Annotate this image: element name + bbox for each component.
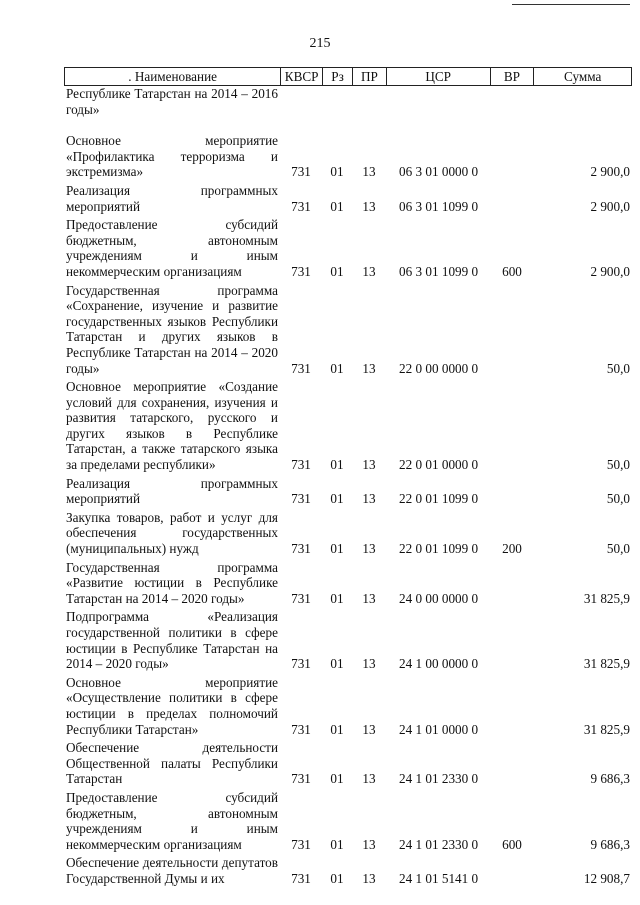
table-row (64, 855, 632, 889)
cell-vr: 600 (502, 836, 522, 852)
table-row (64, 379, 632, 476)
cell-rz: 01 (330, 457, 344, 473)
table-row (64, 476, 632, 510)
cell-vr: 600 (502, 263, 522, 279)
header-kvsr: КВСР (280, 68, 322, 85)
table-row (64, 790, 632, 855)
cell-sum: 31 825,9 (583, 590, 630, 606)
cell-sum: 2 900,0 (590, 263, 630, 279)
cell-csr: 24 1 01 2330 0 (399, 771, 479, 787)
table-row (64, 740, 632, 790)
table-row (64, 283, 632, 380)
cell-sum: 50,0 (606, 541, 630, 557)
cell-csr: 24 0 00 0000 0 (399, 590, 479, 606)
cell-csr: 24 1 00 0000 0 (399, 656, 479, 672)
cell-kvsr: 731 (291, 457, 311, 473)
cell-csr: 06 3 01 0000 0 (399, 164, 479, 180)
cell-pr: 13 (362, 164, 376, 180)
cell-pr: 13 (362, 870, 376, 886)
cell-pr: 13 (362, 360, 376, 376)
header-csr: ЦСР (386, 68, 490, 85)
table-row (64, 183, 632, 217)
cell-kvsr: 731 (291, 771, 311, 787)
table-row (64, 560, 632, 610)
cell-kvsr: 731 (291, 870, 311, 886)
cell-sum: 9 686,3 (590, 836, 630, 852)
cell-pr: 13 (362, 263, 376, 279)
table-row (64, 609, 632, 674)
cell-name: Обеспечение деятельности депутатов Государственной Думы и их (66, 855, 278, 886)
cell-sum: 2 900,0 (590, 164, 630, 180)
cell-kvsr: 731 (291, 263, 311, 279)
cell-sum: 31 825,9 (583, 656, 630, 672)
cell-csr: 22 0 00 0000 0 (399, 360, 479, 376)
cell-rz: 01 (330, 541, 344, 557)
cell-pr: 13 (362, 491, 376, 507)
cell-rz: 01 (330, 198, 344, 214)
cell-rz: 01 (330, 590, 344, 606)
cell-kvsr: 731 (291, 491, 311, 507)
cell-name: Закупка товаров, работ и услуг для обеспечения государственных (муниципальных) нужд (66, 509, 278, 557)
cell-kvsr: 731 (291, 360, 311, 376)
header-sum: Сумма (533, 68, 631, 85)
table-row (64, 86, 632, 133)
cell-name: Подпрограмма «Реализация государственной политики в сфере юстиции в Республике Татарстан на 2014 – 2020 годы» (66, 609, 278, 672)
cell-name: Предоставление субсидий бюджетным, автономным учреждениям и иным некоммерческим организациям (66, 789, 278, 852)
cell-pr: 13 (362, 836, 376, 852)
table-row (64, 217, 632, 282)
cell-kvsr: 731 (291, 198, 311, 214)
cell-pr: 13 (362, 590, 376, 606)
cell-kvsr: 731 (291, 721, 311, 737)
table-row (64, 510, 632, 560)
cell-kvsr: 731 (291, 590, 311, 606)
cell-csr: 06 3 01 1099 0 (399, 198, 479, 214)
cell-rz: 01 (330, 164, 344, 180)
table-header (64, 67, 632, 86)
cell-name: Предоставление субсидий бюджетным, автономным учреждениям и иным некоммерческим организациям (66, 217, 278, 279)
cell-name: Реализация программных мероприятий (66, 475, 278, 507)
cell-rz: 01 (330, 836, 344, 852)
cell-csr: 22 0 01 0000 0 (399, 457, 479, 473)
header-pr: ПР (352, 68, 386, 85)
cell-name: Обеспечение деятельности Общественной палаты Республики Татарстан (66, 740, 278, 787)
cell-csr: 24 1 01 2330 0 (399, 836, 479, 852)
cell-pr: 13 (362, 198, 376, 214)
cell-sum: 12 908,7 (583, 870, 630, 886)
cell-csr: 22 0 01 1099 0 (399, 491, 479, 507)
cell-sum: 50,0 (606, 491, 630, 507)
cell-pr: 13 (362, 457, 376, 473)
header-rz: Рз (322, 68, 352, 85)
cell-pr: 13 (362, 721, 376, 737)
cell-pr: 13 (362, 771, 376, 787)
cell-name: Основное мероприятие «Создание условий для сохранения, изучения и развития татарского, русского и других языков в Республике Татарстан, а также татарского языка за пределами республики» (66, 379, 278, 473)
cell-sum: 31 825,9 (583, 721, 630, 737)
cell-csr: 24 1 01 5141 0 (399, 870, 479, 886)
table-body (64, 86, 632, 890)
table-row (64, 675, 632, 740)
cell-rz: 01 (330, 263, 344, 279)
header-name: . Наименование (128, 69, 217, 84)
cell-sum: 9 686,3 (590, 771, 630, 787)
cell-name: Основное мероприятие «Осуществление политики в сфере юстиции в пределах полномочий Республики Татарстан» (66, 674, 278, 737)
cell-pr: 13 (362, 541, 376, 557)
cell-sum: 2 900,0 (590, 198, 630, 214)
cell-rz: 01 (330, 721, 344, 737)
cell-kvsr: 731 (291, 836, 311, 852)
cell-pr: 13 (362, 656, 376, 672)
cell-csr: 24 1 01 0000 0 (399, 721, 479, 737)
cell-sum: 50,0 (606, 360, 630, 376)
cell-csr: 06 3 01 1099 0 (399, 263, 479, 279)
cell-name: Государственная программа «Развитие юстиции в Республике Татарстан на 2014 – 2020 годы» (66, 559, 278, 606)
cell-name: Государственная программа «Сохранение, изучение и развитие государственных языков Республики Татарстан и других языков в Республике Татарстан на 2014 – 2020 годы» (66, 282, 278, 376)
cell-sum: 50,0 (606, 457, 630, 473)
table-row (64, 133, 632, 183)
page-number: 215 (309, 36, 331, 51)
cell-rz: 01 (330, 360, 344, 376)
cell-kvsr: 731 (291, 541, 311, 557)
cell-name: Реализация программных мероприятий (66, 182, 278, 214)
cell-csr: 22 0 01 1099 0 (399, 541, 479, 557)
header-vr: ВР (490, 68, 534, 85)
cell-rz: 01 (330, 771, 344, 787)
cell-vr: 200 (502, 541, 522, 557)
top-rule (512, 4, 630, 5)
budget-table (64, 67, 632, 890)
cell-kvsr: 731 (291, 656, 311, 672)
cell-kvsr: 731 (291, 164, 311, 180)
cell-rz: 01 (330, 870, 344, 886)
cell-name: Основное мероприятие «Профилактика терроризма и экстремизма» (66, 133, 278, 180)
cell-name: Республике Татарстан на 2014 – 2016 годы» (66, 86, 278, 117)
cell-rz: 01 (330, 491, 344, 507)
cell-rz: 01 (330, 656, 344, 672)
